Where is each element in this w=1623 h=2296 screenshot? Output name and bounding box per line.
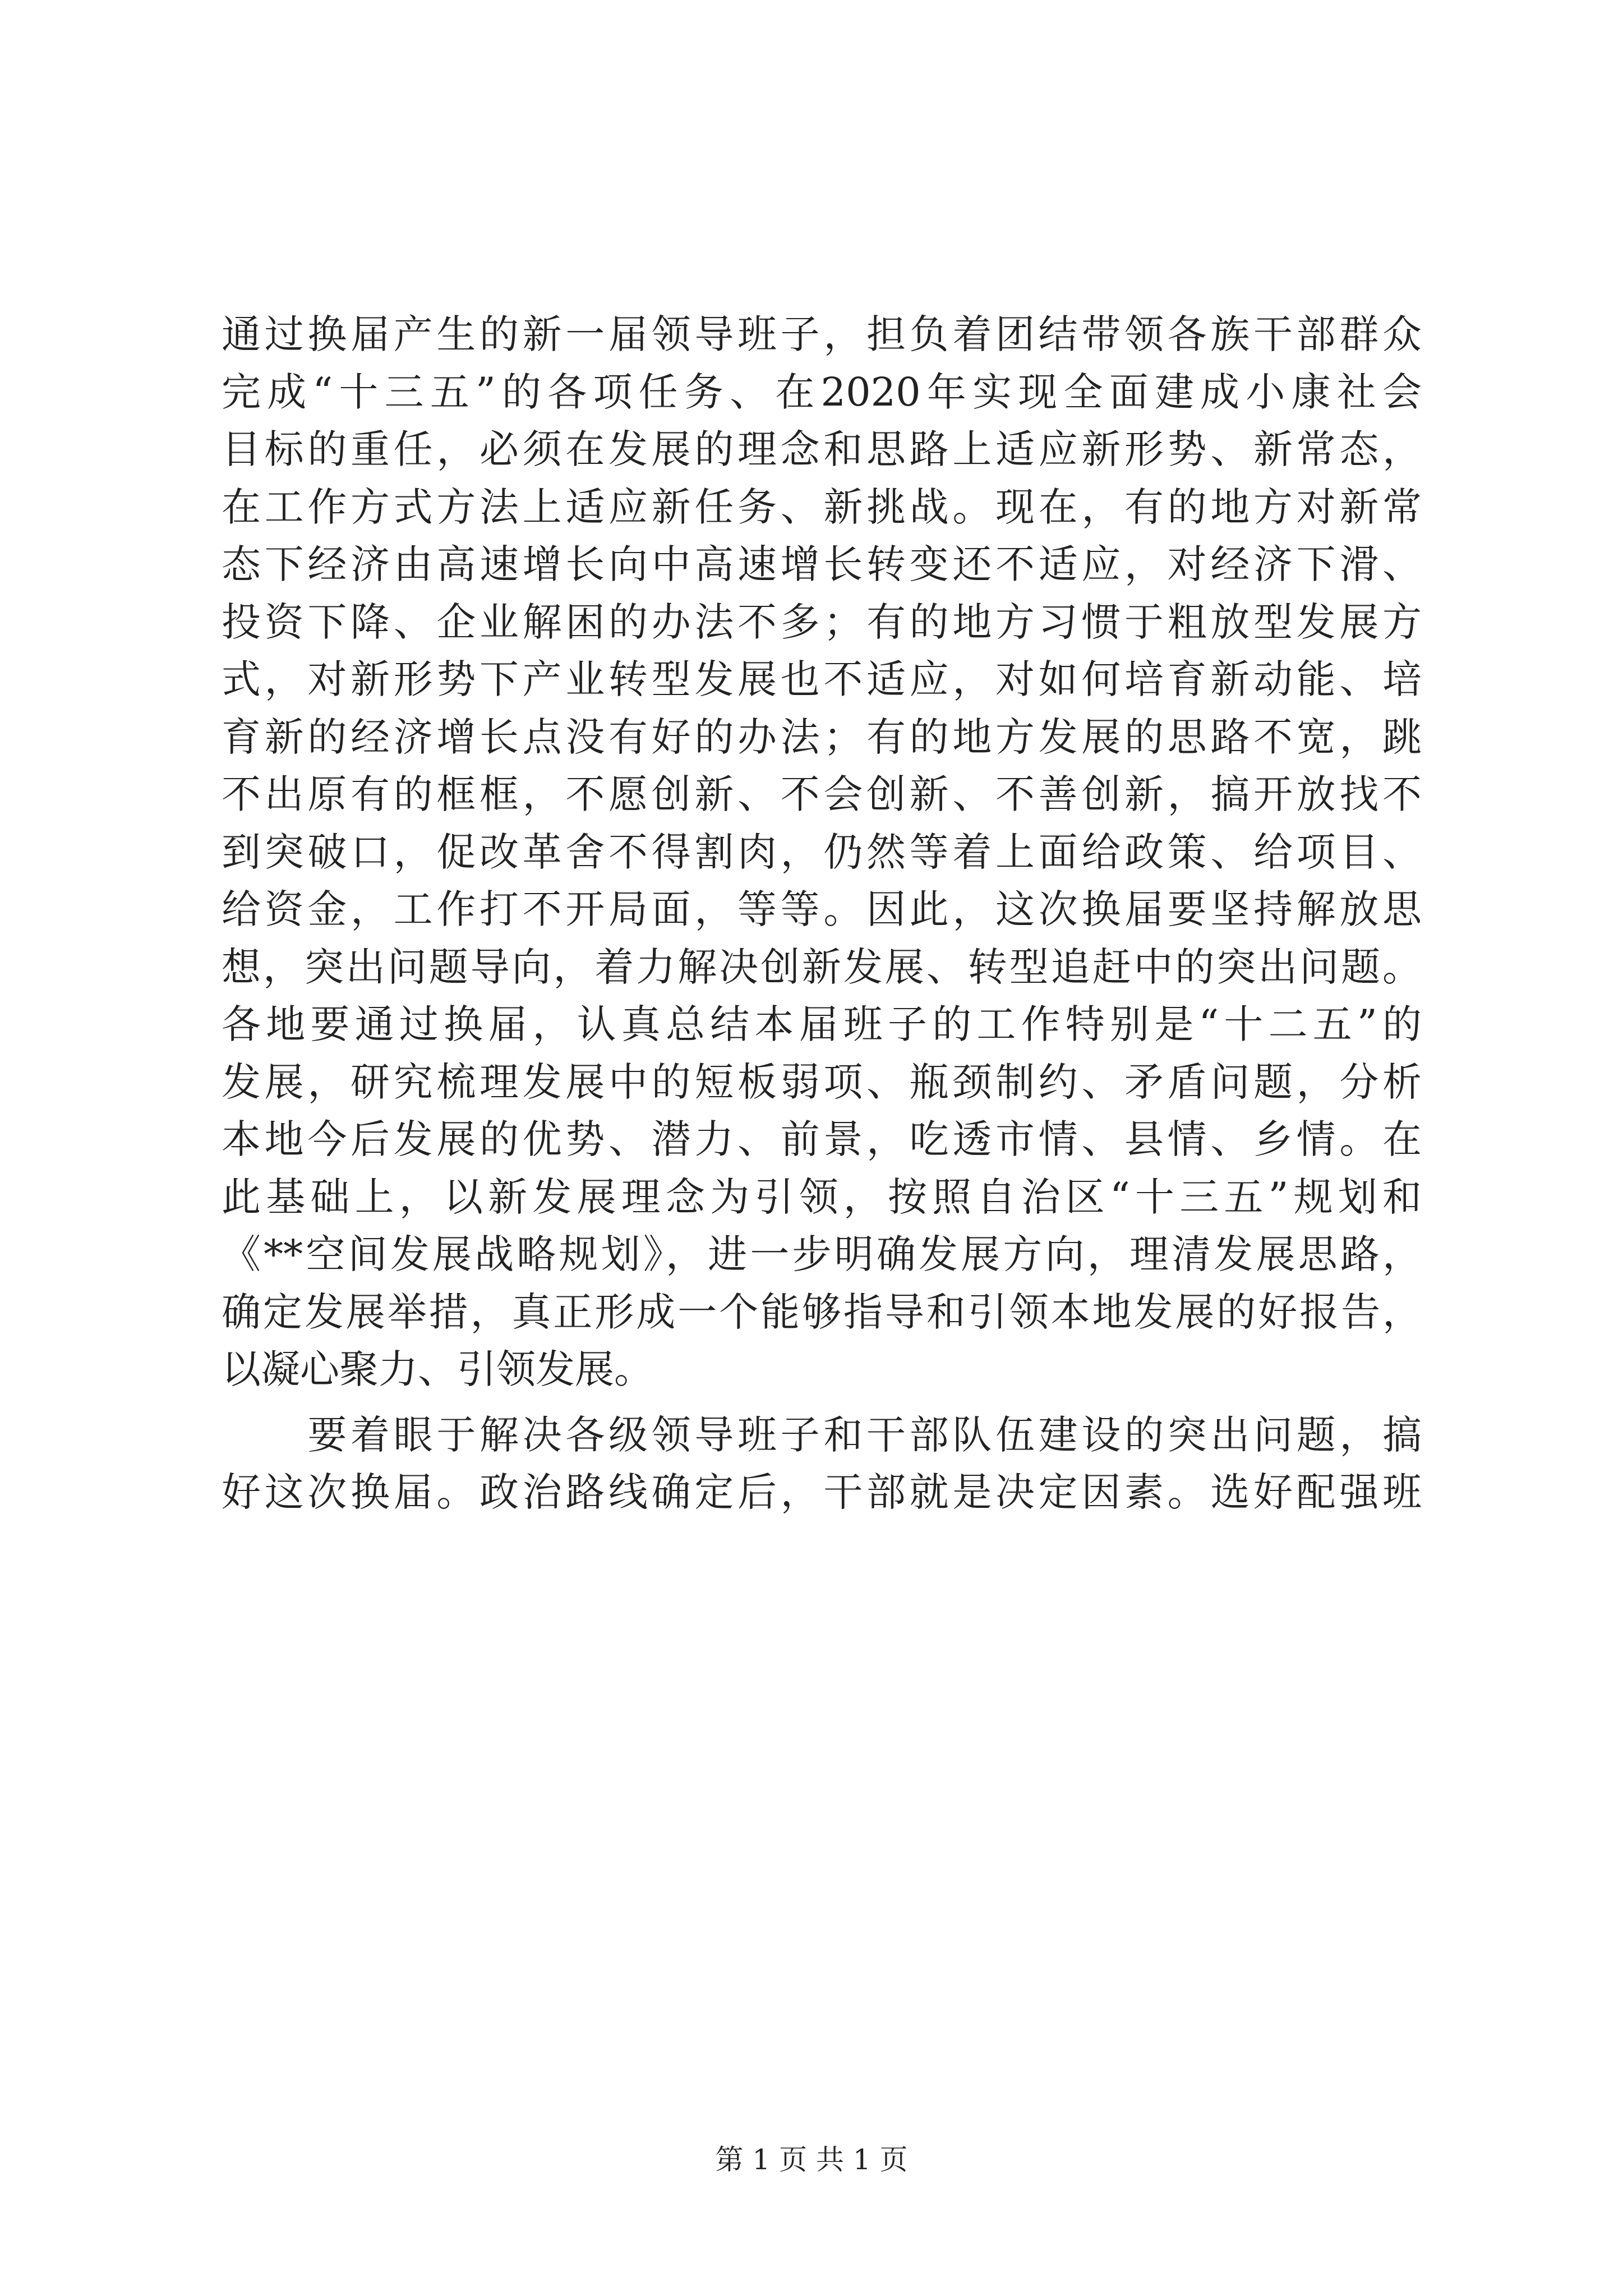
text-line: 式，对新形势下产业转型发展也不适应，对如何培育新动能、培 [222,656,1422,702]
text-line: 以凝心聚力、引领发展。 [222,1346,653,1392]
text-line: 目标的重任，必须在发展的理念和思路上适应新形势、新常态， [222,426,1422,472]
text-line: 好这次换届。政治路线确定后，干部就是决定因素。选好配强班 [222,1469,1422,1515]
document-body [222,306,1422,1521]
text-line: 到突破口，促改革舍不得割肉，仍然等着上面给政策、给项目、 [222,829,1422,875]
text-line: 完成“十三五”的各项任务、在2020年实现全面建成小康社会 [222,369,1422,415]
text-line: 确定发展举措，真正形成一个能够指导和引领本地发展的好报告， [222,1289,1422,1335]
text-line: 不出原有的框框，不愿创新、不会创新、不善创新，搞开放找不 [222,771,1422,817]
paragraph-2 [222,1406,1422,1521]
text-line: 想，突出问题导向，着力解决创新发展、转型追赶中的突出问题。 [222,944,1422,990]
text-line: 育新的经济增长点没有好的办法；有的地方发展的思路不宽，跳 [222,714,1422,760]
text-line: 态下经济由高速增长向中高速增长转变还不适应，对经济下滑、 [222,541,1422,587]
text-line: 投资下降、企业解困的办法不多；有的地方习惯于粗放型发展方 [222,599,1422,645]
text-line: 给资金，工作打不开局面，等等。因此，这次换届要坚持解放思 [222,886,1422,932]
text-line: 通过换届产生的新一届领导班子，担负着团结带领各族干部群众 [222,311,1422,357]
text-line: 本地今后发展的优势、潜力、前景，吃透市情、县情、乡情。在 [222,1116,1422,1162]
text-line: 各地要通过换届，认真总结本届班子的工作特别是“十二五”的 [222,1001,1422,1047]
text-line: 此基础上，以新发展理念为引领，按照自治区“十三五”规划和 [222,1174,1422,1220]
text-line: 发展，研究梳理发展中的短板弱项、瓶颈制约、矛盾问题，分析 [222,1059,1422,1105]
page-footer [0,2137,1623,2178]
paragraph-1 [222,306,1422,1398]
text-line: 《**空间发展战略规划》，进一步明确发展方向，理清发展思路， [222,1231,1422,1277]
text-line: 要着眼于解决各级领导班子和干部队伍建设的突出问题，搞 [222,1411,1422,1458]
paragraph-spacing [222,1398,1422,1406]
text-line: 在工作方式方法上适应新任务、新挑战。现在，有的地方对新常 [222,484,1422,530]
page-number: 第 1 页 共 1 页 [715,2143,908,2176]
